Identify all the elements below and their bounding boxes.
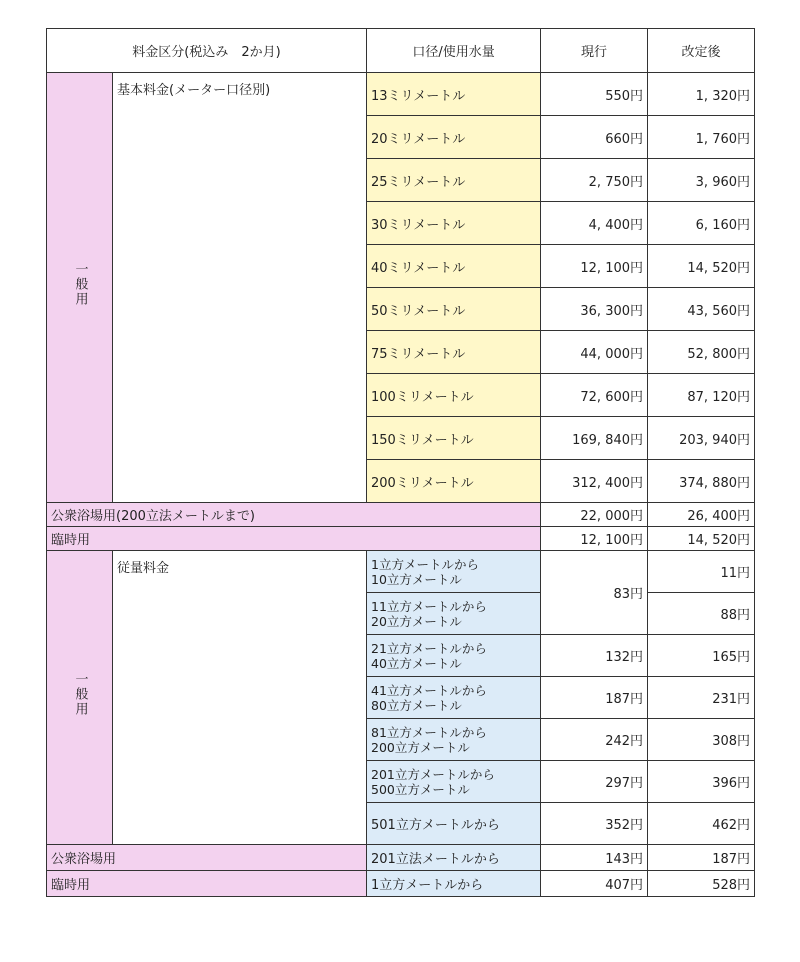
temp-basic-row [47, 527, 755, 551]
bath-basic-label: 公衆浴場用(200立法メートルまで) [47, 503, 541, 527]
current-value: 44, 000円 [541, 331, 648, 374]
meter-size: 150ミリメートル [367, 417, 541, 460]
revised-value: 396円 [648, 761, 755, 803]
revised-value: 14, 520円 [648, 527, 755, 551]
current-value: 132円 [541, 635, 648, 677]
revised-value: 87, 120円 [648, 374, 755, 417]
revised-value: 187円 [648, 845, 755, 871]
general-use-text: 一般用 [72, 672, 88, 717]
revised-value: 165円 [648, 635, 755, 677]
temp-volume-row [47, 871, 755, 897]
revised-value: 462円 [648, 803, 755, 845]
current-value: 407円 [541, 871, 648, 897]
current-value: 352円 [541, 803, 648, 845]
general-use-label-volume [47, 551, 113, 845]
volume-range: 201立法メートルから [367, 845, 541, 871]
bath-volume-label: 公衆浴場用 [47, 845, 367, 871]
meter-size: 75ミリメートル [367, 331, 541, 374]
meter-size: 50ミリメートル [367, 288, 541, 331]
revised-value: 26, 400円 [648, 503, 755, 527]
volume-range: 501立方メートルから [367, 803, 541, 845]
revised-value: 528円 [648, 871, 755, 897]
current-value: 72, 600円 [541, 374, 648, 417]
meter-size: 30ミリメートル [367, 202, 541, 245]
meter-size: 25ミリメートル [367, 159, 541, 202]
meter-size: 13ミリメートル [367, 73, 541, 116]
meter-size: 200ミリメートル [367, 460, 541, 503]
basic-charge-label: 基本料金(メーター口径別) [113, 73, 367, 503]
general-use-label-basic [47, 73, 113, 503]
revised-value: 43, 560円 [648, 288, 755, 331]
temp-volume-label: 臨時用 [47, 871, 367, 897]
header-size: 口径/使用水量 [367, 29, 541, 73]
volume-range: 81立方メートルから 200立方メートル [367, 719, 541, 761]
revised-value: 374, 880円 [648, 460, 755, 503]
current-value: 12, 100円 [541, 527, 648, 551]
water-rate-table [46, 28, 755, 897]
meter-size: 100ミリメートル [367, 374, 541, 417]
current-value: 36, 300円 [541, 288, 648, 331]
volume-range: 11立方メートルから 20立方メートル [367, 593, 541, 635]
revised-value: 14, 520円 [648, 245, 755, 288]
current-value: 660円 [541, 116, 648, 159]
revised-value: 1, 760円 [648, 116, 755, 159]
header-current: 現行 [541, 29, 648, 73]
general-use-text: 一般用 [72, 262, 88, 307]
current-value: 242円 [541, 719, 648, 761]
revised-value: 3, 960円 [648, 159, 755, 202]
basic-row [47, 73, 755, 116]
current-value: 312, 400円 [541, 460, 648, 503]
volume-charge-label: 従量料金 [113, 551, 367, 845]
current-value: 169, 840円 [541, 417, 648, 460]
revised-value: 1, 320円 [648, 73, 755, 116]
meter-size: 40ミリメートル [367, 245, 541, 288]
volume-range: 41立方メートルから 80立方メートル [367, 677, 541, 719]
revised-value: 11円 [648, 551, 755, 593]
volume-range: 1立方メートルから 10立方メートル [367, 551, 541, 593]
current-value: 297円 [541, 761, 648, 803]
current-value: 4, 400円 [541, 202, 648, 245]
current-value: 187円 [541, 677, 648, 719]
revised-value: 6, 160円 [648, 202, 755, 245]
revised-value: 203, 940円 [648, 417, 755, 460]
temp-basic-label: 臨時用 [47, 527, 541, 551]
revised-value: 308円 [648, 719, 755, 761]
current-value: 12, 100円 [541, 245, 648, 288]
current-value: 143円 [541, 845, 648, 871]
current-value: 2, 750円 [541, 159, 648, 202]
revised-value: 231円 [648, 677, 755, 719]
bath-volume-row [47, 845, 755, 871]
volume-range: 1立方メートルから [367, 871, 541, 897]
revised-value: 88円 [648, 593, 755, 635]
revised-value: 52, 800円 [648, 331, 755, 374]
volume-row [47, 551, 755, 593]
merged-current-value: 83円 [541, 551, 648, 635]
volume-range: 21立方メートルから 40立方メートル [367, 635, 541, 677]
meter-size: 20ミリメートル [367, 116, 541, 159]
bath-basic-row [47, 503, 755, 527]
volume-range: 201立方メートルから 500立方メートル [367, 761, 541, 803]
current-value: 550円 [541, 73, 648, 116]
header-row [47, 29, 755, 73]
header-category: 料金区分(税込み 2か月) [47, 29, 367, 73]
header-revised: 改定後 [648, 29, 755, 73]
current-value: 22, 000円 [541, 503, 648, 527]
